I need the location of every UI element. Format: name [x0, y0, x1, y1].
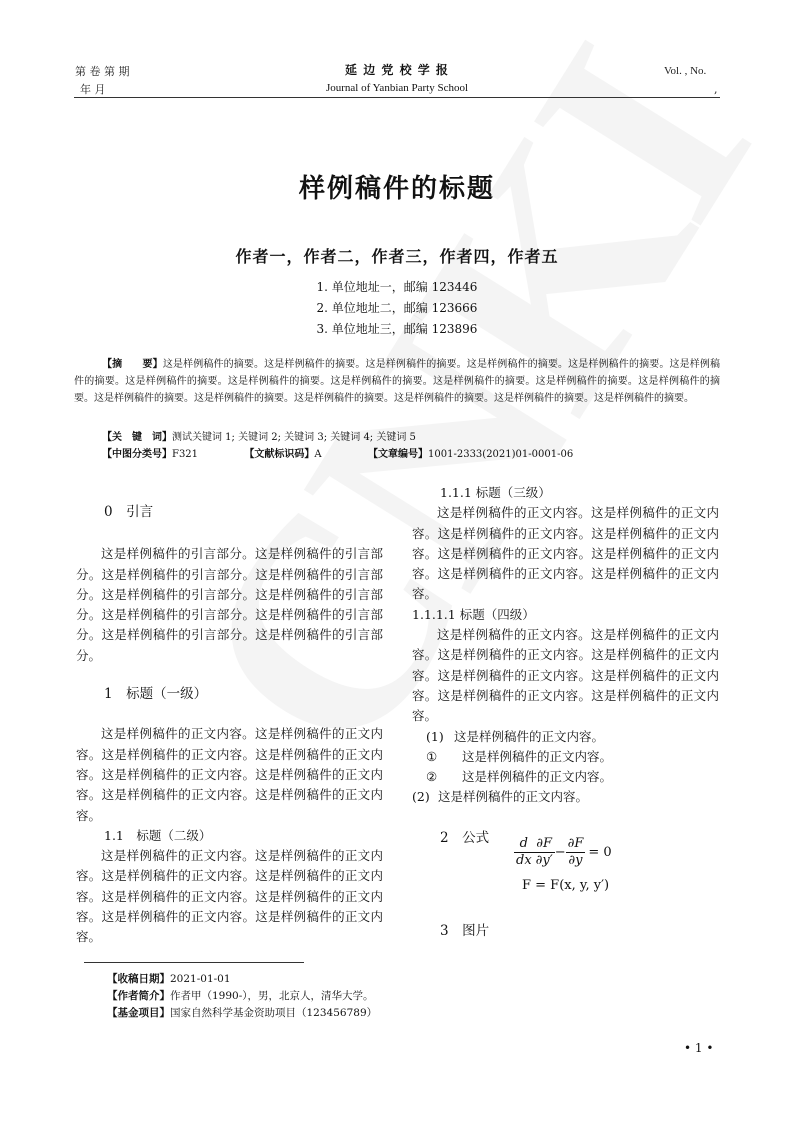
section-1-1-1-paragraph: 这是样例稿件的正文内容。这是样例稿件的正文内容。这是样例稿件的正文内容。这是样例稿件的正文内容。这是样例稿件的正文内容。这是样例稿件的正文内容。这是样例稿件的正文内容。这是样例稿件的正文内容。: [412, 505, 719, 602]
list-item: [426, 767, 719, 787]
footnote-text: 2021-01-01: [170, 973, 231, 985]
left-column: [76, 502, 383, 948]
footnote-author: [107, 988, 374, 1003]
list-text: 这是样例稿件的正文内容。: [462, 748, 613, 764]
header-volume-issue: 第 卷 第 期: [75, 65, 130, 78]
abstract-label: 【摘 要】: [102, 359, 163, 370]
list-text: 这是样例稿件的正文内容。: [438, 789, 589, 805]
section-1-heading: 1 标题（一级）: [104, 686, 208, 703]
eq1-minus: −: [554, 845, 566, 860]
keywords-line: [74, 428, 748, 443]
eq1-frac-pf-py: [566, 836, 586, 869]
article-no-value: 1001-2333(2021)01-0001-06: [428, 449, 574, 460]
eq1-pf2: ∂F: [567, 836, 584, 851]
list-text: 这是样例稿件的正文内容。: [454, 728, 605, 744]
keywords-label: 【关 键 词】: [102, 432, 172, 443]
intro-paragraph: 这是样例稿件的引言部分。这是样例稿件的引言部分。这是样例稿件的引言部分。这是样例稿件的引言部分。这是样例稿件的引言部分。这是样例稿件的引言部分。这是样例稿件的引言部分。这是样例稿件的引言部分。这是样例稿件的引言部分。这是样例稿件的引言部分。: [76, 546, 383, 663]
section-1-1-1-1-heading: 1.1.1.1 标题（四级）: [412, 606, 535, 622]
footnote-label: 【作者简介】: [107, 990, 170, 1002]
section-2-heading: 2 公式: [440, 829, 490, 846]
classification-line: [74, 445, 748, 460]
eq1-d: d: [514, 836, 534, 853]
header-right-comma: ,: [714, 83, 718, 96]
list-marker: ②: [426, 769, 438, 785]
intro-heading: 0 引言: [104, 504, 154, 520]
journal-name-cn: 延 边 党 校 学 报: [345, 63, 449, 77]
content-list: [412, 727, 719, 808]
eq1-frac-pf-pyp: [534, 836, 555, 869]
author-list: 作者一，作者二，作者三，作者四，作者五: [235, 247, 559, 266]
eq1-py: ∂y: [568, 853, 583, 868]
header-year-month: 年 月: [80, 83, 106, 96]
list-marker: (1): [426, 728, 444, 744]
eq1-pyp: ∂y′: [535, 853, 553, 868]
header-vol-no: Vol. , No.: [664, 65, 707, 77]
journal-name-en: Journal of Yanbian Party School: [325, 82, 469, 94]
footnote-rule: [84, 962, 304, 963]
clc-label: 【中图分类号】: [102, 449, 172, 460]
section-1-paragraph: 这是样例稿件的正文内容。这是样例稿件的正文内容。这是样例稿件的正文内容。这是样例稿件的正文内容。这是样例稿件的正文内容。这是样例稿件的正文内容。这是样例稿件的正文内容。这是样例稿件的正文内容。: [76, 726, 383, 823]
eq1-frac-d-dx: [514, 836, 534, 869]
abstract-text: 这是样例稿件的摘要。这是样例稿件的摘要。这是样例稿件的摘要。这是样例稿件的摘要。这是样例稿件的摘要。这是样例稿件的摘要。这是样例稿件的摘要。这是样例稿件的摘要。这是样例稿件的摘要。这是样例稿件的摘要。这是样例稿件的摘要。这是样例稿件的摘要。这是样例稿件的摘要。这是样例稿件的摘要。这是样例稿件的摘要。这是样例稿件的摘要。这是样例稿件的摘要。这是样例稿件的摘要。: [74, 359, 721, 404]
eq1-rhs: = 0: [588, 845, 612, 860]
footnote-fund: [107, 1005, 377, 1020]
footnote-text: 作者甲（1990-），男，北京人，清华大学。: [170, 990, 374, 1002]
eq1-pf: ∂F: [534, 836, 555, 853]
section-1-1-1-heading: 1.1.1 标题（三级）: [440, 485, 551, 500]
article-no-label: 【文章编号】: [368, 449, 429, 460]
footnote-text: 国家自然科学基金资助项目（123456789）: [170, 1007, 378, 1019]
footnote-label: 【基金项目】: [107, 1007, 170, 1019]
doc-code-label: 【文献标识码】: [244, 449, 315, 460]
list-text: 这是样例稿件的正文内容。: [462, 769, 613, 785]
clc-value: F321: [172, 449, 199, 460]
list-marker: (2): [412, 789, 430, 805]
equation-1: [514, 836, 612, 869]
keywords-text: 测试关键词 1; 关键词 2; 关键词 3; 关键词 4; 关键词 5: [172, 432, 416, 443]
eq1-dx: dx: [516, 853, 532, 868]
affiliation-2: 2. 单位地址二，邮编 123666: [316, 301, 478, 315]
affiliation-1: 1. 单位地址一，邮编 123446: [316, 280, 478, 294]
affiliation-3: 3. 单位地址三，邮编 123896: [316, 322, 478, 336]
paper-title: 样例稿件的标题: [298, 174, 495, 204]
footnote-label: 【收稿日期】: [107, 973, 170, 985]
section-3-heading: 3 图片: [440, 923, 490, 939]
section-1-1-1-1-paragraph: 这是样例稿件的正文内容。这是样例稿件的正文内容。这是样例稿件的正文内容。这是样例稿件的正文内容。这是样例稿件的正文内容。这是样例稿件的正文内容。这是样例稿件的正文内容。这是样例稿件的正文内容。: [412, 627, 719, 724]
section-1-1-paragraph: 这是样例稿件的正文内容。这是样例稿件的正文内容。这是样例稿件的正文内容。这是样例稿件的正文内容。这是样例稿件的正文内容。这是样例稿件的正文内容。这是样例稿件的正文内容。这是样例稿件的正文内容。: [76, 848, 383, 945]
list-item: [426, 747, 719, 767]
abstract: [74, 356, 720, 407]
list-item: [426, 727, 719, 747]
list-item: [412, 787, 719, 807]
right-column: [412, 483, 719, 848]
list-marker: ①: [426, 748, 438, 764]
section-1-1-heading: 1.1 标题（二级）: [104, 827, 212, 843]
equation-2: F = F(x, y, y′): [522, 878, 610, 893]
page-number: • 1 •: [684, 1041, 714, 1055]
header-rule: [74, 97, 720, 98]
doc-code-value: A: [314, 449, 322, 460]
footnote-received: [107, 971, 231, 986]
